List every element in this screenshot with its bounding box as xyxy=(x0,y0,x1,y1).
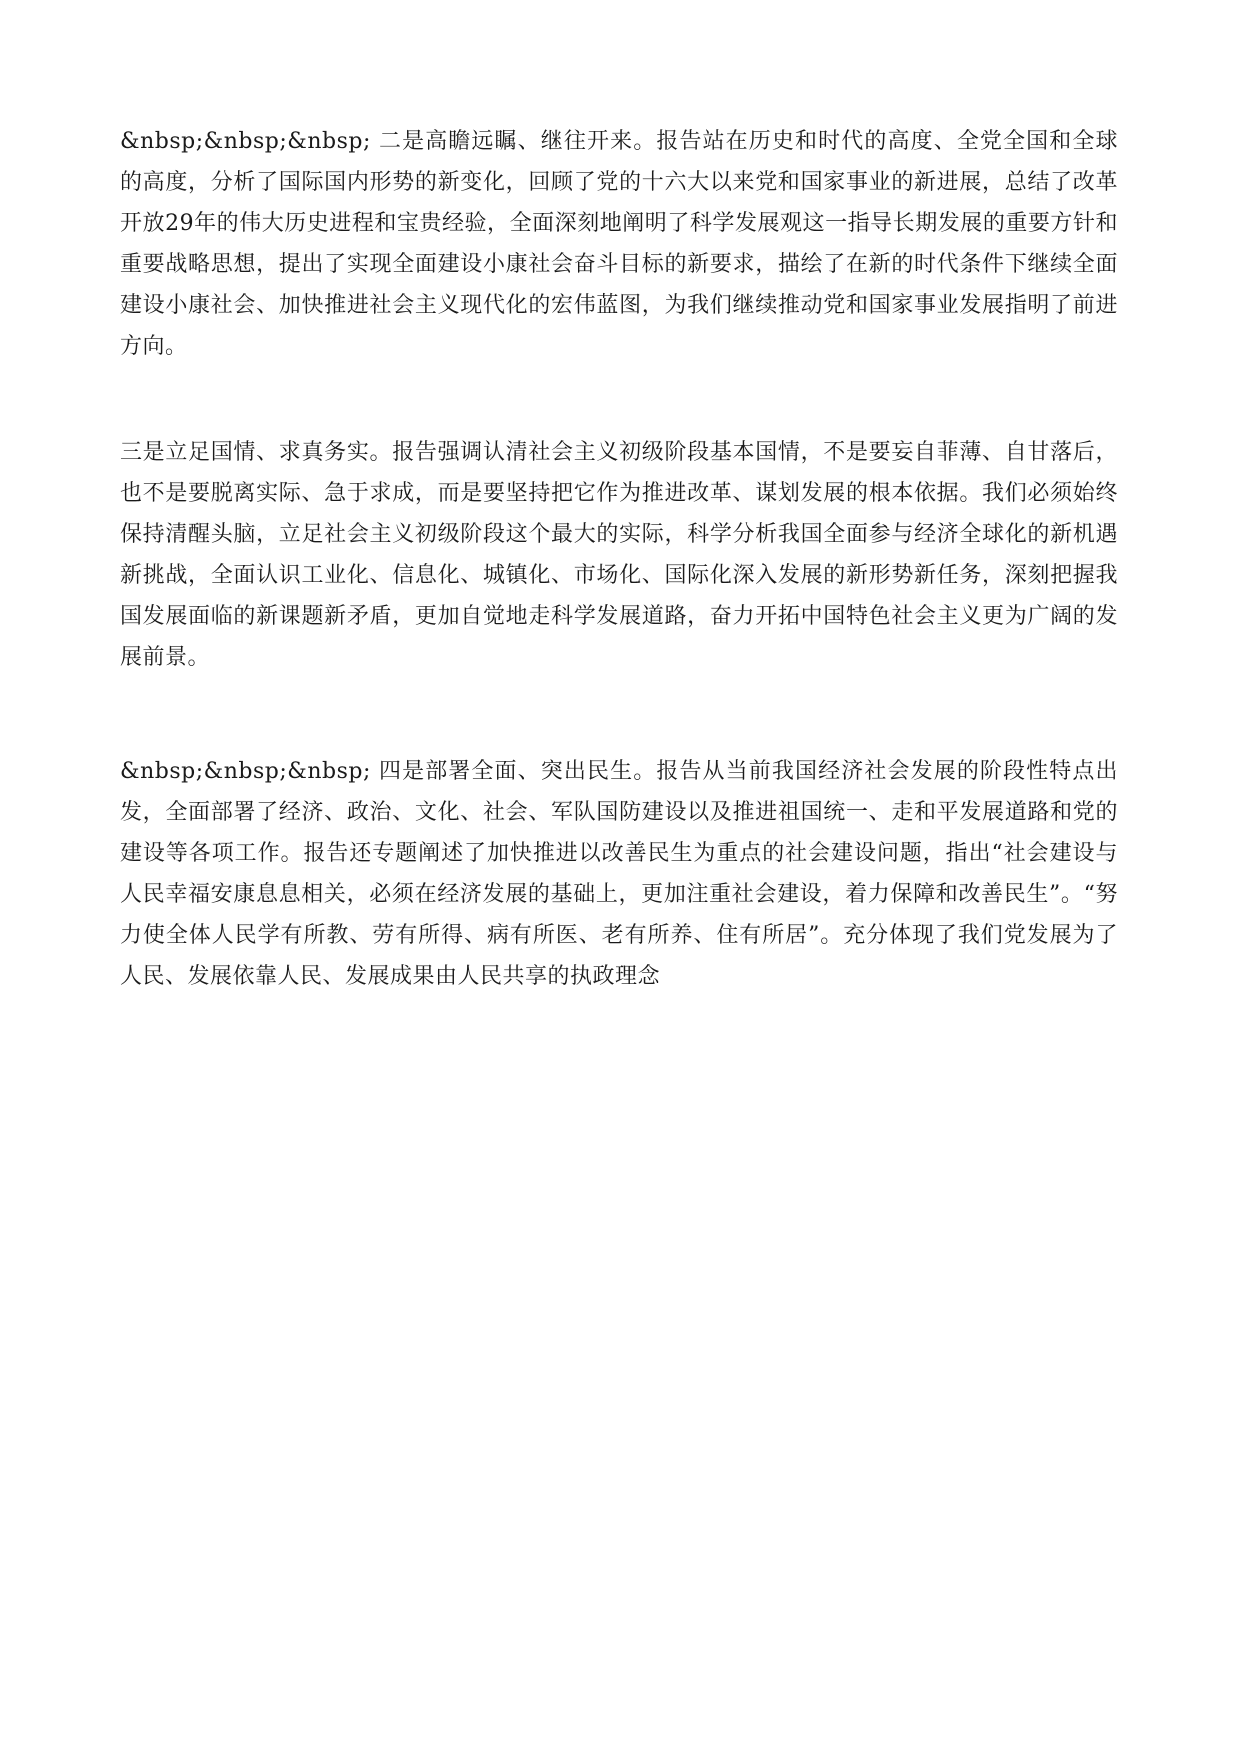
paragraph-three-national-conditions: 三是立足国情、求真务实。报告强调认清社会主义初级阶段基本国情，不是要妄自菲薄、自甘落后，也不是要脱离实际、急于求成，而是要坚持把它作为推进改革、谋划发展的根本依据。我们必须始终保持清醒头脑，立足社会主义初级阶段这个最大的实际，科学分析我国全面参与经济全球化的新机遇新挑战，全面认识工业化、信息化、城镇化、市场化、国际化深入发展的新形势新任务，深刻把握我国发展面临的新课题新矛盾，更加自觉地走科学发展道路，奋力开拓中国特色社会主义更为广阔的发展前景。 xyxy=(120,440,1118,670)
paragraph-two-far-sighted: &nbsp;&nbsp;&nbsp; 二是高瞻远瞩、继往开来。报告站在历史和时代的高度、全党全国和全球的高度，分析了国际国内形势的新变化，回顾了党的十六大以来党和国家事业的新进展，总结了改革开放29年的伟大历史进程和宝贵经验，全面深刻地阐明了科学发展观这一指导长期发展的重要方针和重要战略思想，提出了实现全面建设小康社会奋斗目标的新要求，描绘了在新的时代条件下继续全面建设小康社会、加快推进社会主义现代化的宏伟蓝图，为我们继续推动党和国家事业发展指明了前进方向。 xyxy=(120,129,1118,359)
paragraph-four-livelihood: &nbsp;&nbsp;&nbsp; 四是部署全面、突出民生。报告从当前我国经济社会发展的阶段性特点出发，全面部署了经济、政治、文化、社会、军队国防建设以及推进祖国统一、走和平发展道路和党的建设等各项工作。报告还专题阐述了加快推进以改善民生为重点的社会建设问题，指出“社会建设与人民幸福安康息息相关，必须在经济发展的基础上，更加注重社会建设，着力保障和改善民生”。“努力使全体人民学有所教、劳有所得、病有所医、老有所养、住有所居”。充分体现了我们党发展为了人民、发展依靠人民、发展成果由人民共享的执政理念 xyxy=(120,759,1118,989)
